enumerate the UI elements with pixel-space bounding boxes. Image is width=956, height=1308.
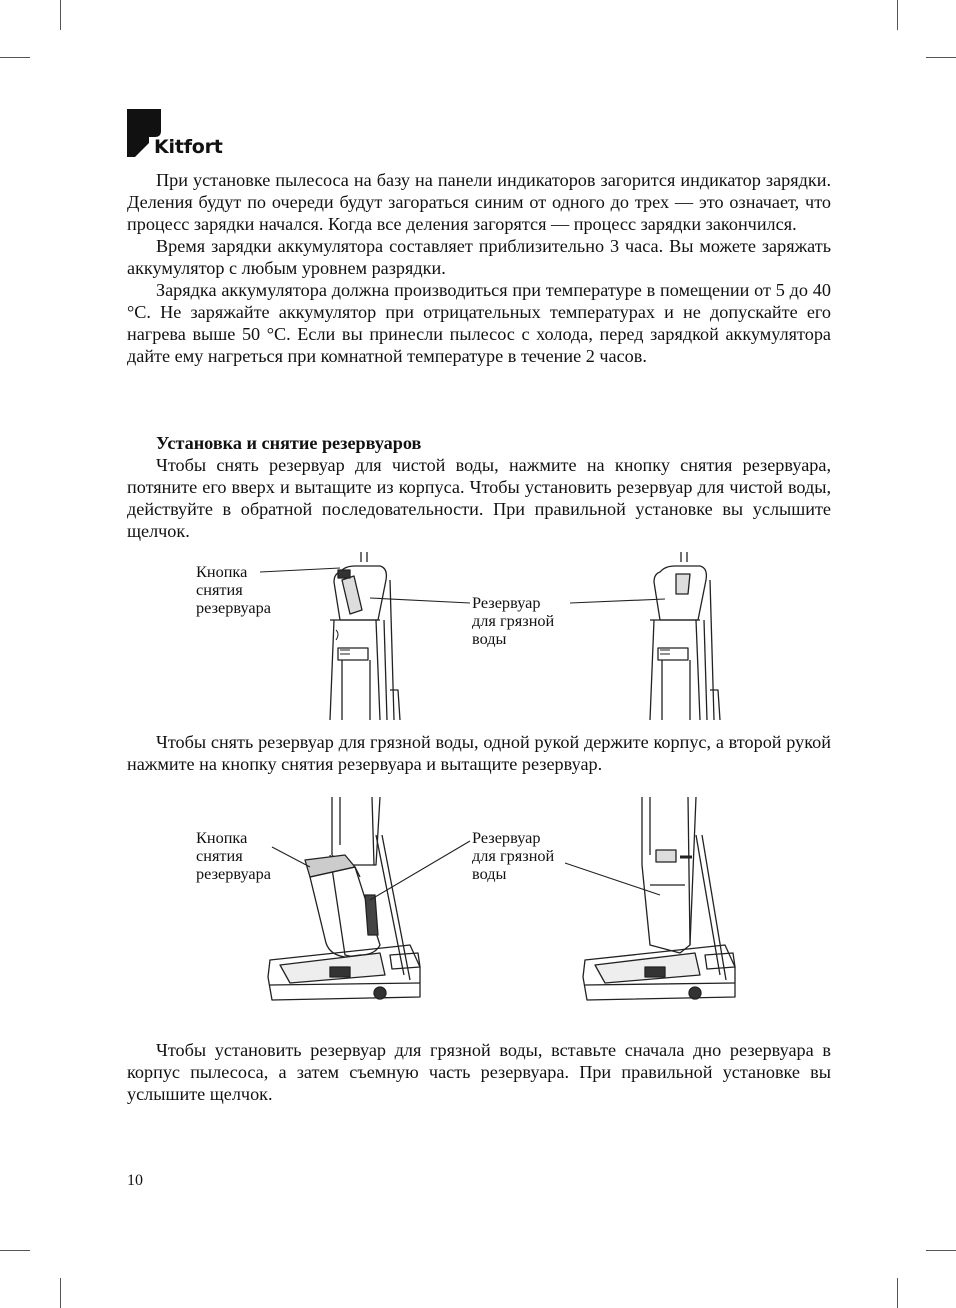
page-number: 10: [127, 1172, 143, 1189]
vacuum-right-drawing: [650, 552, 720, 720]
paragraph: При установке пылесоса на базу на панели индикаторов загорится индикатор зарядки. Деления будут по очереди будут загораться синим от одного до трех — это означает, что процесс зарядки начался. Когда все деления загорятся — процесс зарядки закончился.: [127, 170, 831, 234]
crop-mark: [0, 1250, 30, 1251]
crop-mark: [60, 1278, 61, 1308]
brand-logo: [127, 109, 223, 157]
crop-mark: [897, 0, 898, 30]
intro-text: [127, 169, 831, 367]
paragraph: Чтобы установить резервуар для грязной воды, вставьте сначала дно резервуара в корпус пылесоса, а затем съемную часть резервуара. При правильной установке вы услышите щелчок.: [127, 1040, 831, 1104]
label-release-button: Кнопка снятия резервуара: [196, 562, 272, 617]
label-dirty-tank: Резервуар для грязной воды: [472, 593, 555, 648]
paragraph: Зарядка аккумулятора должна производиться при температуре в помещении от 5 до 40 °С. Не заряжайте аккумулятор при отрицательных температурах и не допускайте его нагрева выше 50 °С. Если вы принесли пылесос с холода, перед зарядкой аккумулятора дайте ему нагреться при комнатной температуре в течение 2 часов.: [127, 280, 831, 366]
vacuum-lower-illustration: [180, 795, 740, 1010]
crop-mark: [926, 57, 956, 58]
vacuum-left-drawing: [330, 552, 400, 720]
tanks-section: [127, 432, 831, 542]
paragraph: Чтобы снять резервуар для чистой воды, нажмите на кнопку снятия резервуара, потяните его вверх и вытащите из корпуса. Чтобы установить резервуар для чистой воды, действуйте в обратной последовательности. При правильной установке вы услышите щелчок.: [127, 455, 831, 541]
figure-lower: [180, 795, 740, 1010]
crop-mark: [897, 1278, 898, 1308]
install-dirty-tank-text: [127, 1039, 831, 1105]
remove-dirty-tank-text: [127, 731, 831, 775]
crop-mark: [0, 57, 30, 58]
crop-mark: [926, 1250, 956, 1251]
label-dirty-tank: Резервуар для грязной воды: [472, 828, 555, 883]
paragraph: Время зарядки аккумулятора составляет приблизительно 3 часа. Вы можете заряжать аккумулятор с любым уровнем разрядки.: [127, 236, 831, 278]
logo-text: Kitfort: [154, 136, 223, 158]
vacuum-right-drawing: [583, 797, 735, 1000]
paragraph: Чтобы снять резервуар для грязной воды, одной рукой держите корпус, а второй рукой нажмите на кнопку снятия резервуара и вытащите резервуар.: [127, 732, 831, 774]
label-release-button: Кнопка снятия резервуара: [196, 828, 272, 883]
section-heading: Установка и снятие резервуаров: [156, 433, 422, 453]
figure-upper: [180, 550, 740, 720]
vacuum-left-drawing: [268, 797, 420, 1000]
crop-mark: [60, 0, 61, 30]
